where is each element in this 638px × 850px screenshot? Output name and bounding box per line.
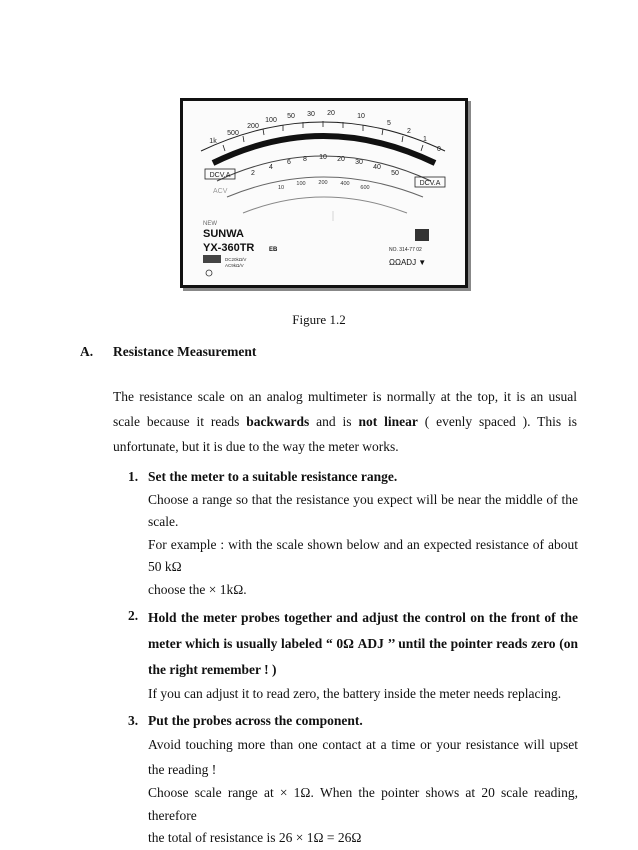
step-line: For example : with the scale shown below and an expected resistance of about 50 kΩ — [148, 536, 578, 574]
low-scale-label: 100 — [296, 181, 306, 187]
mid-scale-label: 6 — [287, 159, 291, 166]
ohm-scale-label: 200 — [247, 123, 259, 130]
acv-label: ACV — [213, 188, 228, 195]
serial-label: NO. 314-77 02 — [389, 247, 422, 253]
ohm-scale-label: 2 — [407, 128, 411, 135]
ohm-scale-label: 10 — [357, 113, 365, 120]
step-item — [128, 710, 578, 850]
mid-scale-label: 30 — [355, 159, 363, 166]
mid-scale-label: 4 — [269, 164, 273, 171]
low-scale-label: 200 — [318, 180, 328, 186]
intro-text: The resistance scale on an analog multimeter is normally at the top, it is an usual scale because it reads — [113, 389, 577, 429]
step-line: Avoid touching more than one contact at a time or your resistance will upset the reading ! — [148, 737, 578, 777]
step-item — [128, 605, 578, 706]
ohm-scale-label: 0 — [437, 146, 441, 153]
step-number: 2. — [128, 608, 139, 623]
fine-print: DC20kΩ/V — [225, 257, 247, 262]
mid-scale-label: 8 — [303, 156, 307, 163]
step-line: the total of resistance is 26 × 1Ω = 26Ω — [148, 830, 362, 845]
section-letter: A. — [80, 344, 94, 359]
zero-adj-label: ΩΩADJ ▼ — [389, 258, 427, 267]
step-line: choose the × 1kΩ. — [148, 581, 247, 597]
step-title: Set the meter to a suitable resistance range. — [148, 469, 398, 484]
brand-label: SUNWA — [203, 228, 244, 240]
intro-text: ( evenly spaced ). This is unfortunate, but it is due to the way the meter works. — [113, 414, 578, 454]
intro-bold-not-linear: not linear — [358, 414, 418, 429]
mid-scale-label: 10 — [319, 154, 327, 161]
step-line: If you can adjust it to read zero, the battery inside the meter needs replacing. — [148, 686, 562, 701]
step-title: Hold the meter probes together and adjust the control on the front of the meter which is usually labeled “ 0Ω ADJ ’’ until the pointer reads zero (on the right remember ! ) — [148, 610, 578, 677]
low-scale-label: 10 — [277, 185, 285, 191]
step-line: Choose scale range at × 1Ω. When the pointer shows at 20 scale reading, therefore — [148, 785, 578, 823]
new-label: NEW — [203, 221, 217, 227]
intro-text: and is — [309, 414, 359, 429]
intro-paragraph — [113, 384, 577, 459]
section-title: Resistance Measurement — [113, 344, 257, 359]
ohm-scale-label: 100 — [265, 117, 277, 124]
mid-scale-label: 40 — [373, 164, 381, 171]
dcv-label-right: DCV.A — [419, 180, 441, 187]
mid-scale-label: 50 — [391, 170, 399, 177]
intro-bold-backwards: backwards — [246, 414, 310, 429]
ohm-scale-label: 1 — [423, 136, 427, 143]
ohm-scale-label: 500 — [227, 130, 239, 137]
low-scale-label: 400 — [340, 181, 350, 187]
figure-caption: Figure 1.2 — [292, 312, 346, 327]
low-scale-label: 600 — [360, 185, 370, 191]
step-title: Put the probes across the component. — [148, 712, 363, 728]
fine-print: AC9kΩ/V — [225, 263, 244, 268]
meter-figure — [180, 98, 468, 288]
model-suffix: EB — [269, 247, 278, 253]
ohm-scale-label: 1k — [209, 138, 217, 145]
step-item — [128, 466, 578, 601]
multimeter-face-image — [183, 101, 465, 285]
ohm-scale-label: 30 — [307, 111, 315, 118]
mid-scale-label: 2 — [251, 170, 255, 177]
ohm-scale-label: 50 — [287, 113, 295, 120]
section-heading — [80, 344, 256, 360]
dcv-label: DCV.A — [209, 172, 231, 179]
step-number: 1. — [128, 469, 139, 484]
mid-scale-label: 20 — [337, 156, 345, 163]
model-label: YX-360TR — [203, 242, 255, 254]
ohm-scale-label: 5 — [387, 120, 391, 127]
step-number: 3. — [128, 712, 139, 728]
steps-list — [128, 466, 578, 850]
step-line: Choose a range so that the resistance you expect will be near the middle of the scale. — [148, 491, 578, 529]
ohm-scale-label: 20 — [327, 110, 335, 117]
